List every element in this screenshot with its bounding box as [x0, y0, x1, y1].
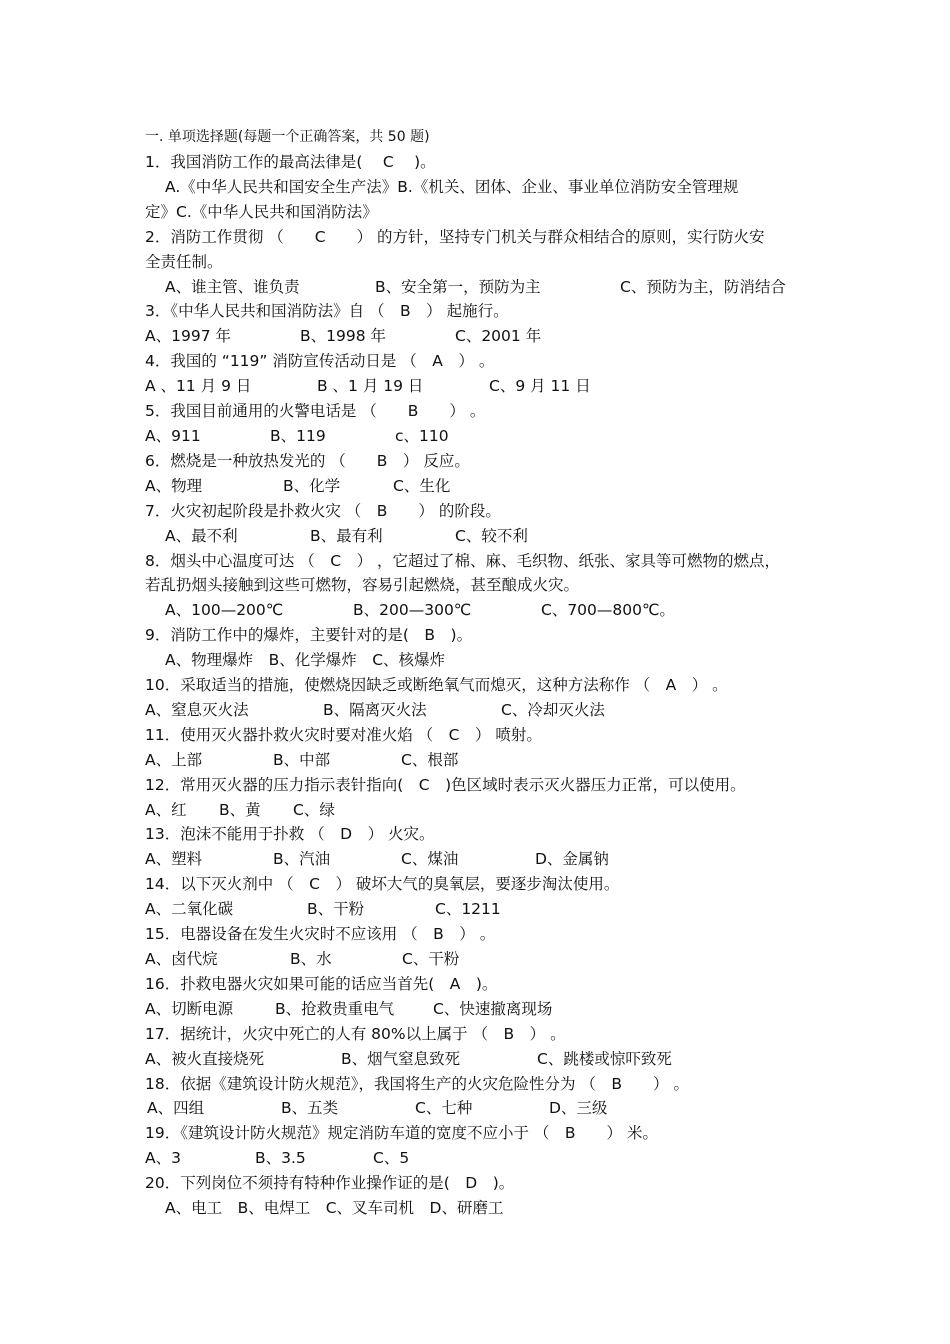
- answer-option: A、窒息灭火法: [145, 700, 249, 719]
- question-line: A、物理爆炸 B、化学爆炸 C、核爆炸: [165, 651, 446, 670]
- section-header: 一. 单项选择题(每题一个正确答案，共 50 题): [145, 129, 430, 145]
- options-line: [145, 897, 815, 922]
- options-line: [145, 947, 815, 972]
- answer-option: B、水: [290, 950, 332, 968]
- answer-option: D、金属钠: [535, 850, 609, 869]
- options-line: [145, 798, 815, 823]
- answer-option: B、隔离灭火法: [323, 700, 427, 719]
- options-line: [145, 847, 815, 872]
- answer-option: C、冷却灭火法: [501, 700, 605, 719]
- question-line: 5．我国目前通用的火警电话是 （ B ） 。: [145, 402, 486, 421]
- answer-option: C、跳楼或惊吓致死: [537, 1049, 672, 1068]
- answer-option: A 、11 月 9 日: [145, 377, 252, 396]
- question-line: 14．以下灭火剂中 （ C ） 破坏大气的臭氧层，要逐步淘汰使用。: [145, 875, 620, 894]
- answer-option: C、700—800℃。: [541, 601, 675, 620]
- answer-option: C、快速撤离现场: [433, 999, 553, 1018]
- question-line: 19．《建筑设计防火规范》规定消防车道的宽度不应小于 （ B ） 米。: [145, 1124, 658, 1143]
- question-line: 13．泡沫不能用于扑救 （ D ） 火灾。: [145, 825, 435, 844]
- options-line: [145, 698, 815, 723]
- options-line: [145, 275, 815, 300]
- question-line: 17．据统计，火灾中死亡的人有 80%以上属于 （ B ） 。: [145, 1024, 566, 1043]
- question-line: 2．消防工作贯彻 （ C ） 的方针，坚持专门机关与群众相结合的原则，实行防火安: [145, 227, 765, 246]
- question-list: [145, 150, 815, 1221]
- question-line: 若乱扔烟头接触到这些可燃物，容易引起燃烧，甚至酿成火灾。: [145, 576, 580, 595]
- question-line: 4．我国的 “119” 消防宣传活动日是 （ A ） 。: [145, 352, 495, 371]
- options-line: [145, 748, 815, 773]
- question-line: 全责任制。: [145, 252, 223, 271]
- answer-option: A、二氧化碳: [145, 900, 234, 919]
- answer-option: A、100—200℃: [165, 601, 284, 620]
- question-line: 9．消防工作中的爆炸，主要针对的是( B )。: [145, 626, 473, 645]
- answer-option: B、最有利: [310, 526, 383, 545]
- answer-option: B、安全第一，预防为主: [375, 277, 541, 296]
- question-line: 16．扑救电器火灾如果可能的话应当首先( A )。: [145, 974, 498, 993]
- answer-option: C、生化: [393, 476, 451, 495]
- options-line: [145, 524, 815, 549]
- question-line: 定》C.《中华人民共和国消防法》: [145, 202, 378, 221]
- answer-option: C、5: [373, 1149, 410, 1168]
- answer-option: C、1211: [435, 900, 501, 919]
- answer-option: A、四组: [147, 1099, 205, 1118]
- answer-option: B、化学: [283, 476, 341, 495]
- answer-option: D、三级: [549, 1099, 608, 1118]
- answer-option: B、119: [270, 426, 326, 445]
- answer-option: C、干粉: [402, 950, 460, 968]
- options-line: [145, 1146, 815, 1171]
- answer-option: B、黄: [219, 800, 261, 819]
- answer-option: B、3.5: [255, 1149, 306, 1168]
- question-line: 7．火灾初起阶段是扑救火灾 （ B ） 的阶段。: [145, 501, 501, 520]
- question-line: 3．《中华人民共和国消防法》自 （ B ） 起施行。: [145, 302, 509, 321]
- question-line: 15．电器设备在发生火灾时不应该用 （ B ） 。: [145, 925, 496, 944]
- answer-option: C、2001 年: [455, 327, 542, 346]
- options-line: [145, 324, 815, 349]
- options-line: [145, 1096, 815, 1121]
- answer-option: B 、1 月 19 日: [317, 377, 424, 396]
- options-line: [145, 598, 815, 623]
- answer-option: A、塑料: [145, 850, 203, 869]
- options-line: [145, 997, 815, 1022]
- answer-option: A、切断电源: [145, 999, 234, 1018]
- answer-option: A、911: [145, 426, 201, 445]
- answer-option: C、预防为主，防消结合: [620, 277, 786, 296]
- question-line: 18．依据《建筑设计防火规范》，我国将生产的火灾危险性分为 （ B ） 。: [145, 1074, 689, 1093]
- answer-option: B、1998 年: [300, 327, 387, 346]
- answer-option: B、干粉: [307, 900, 365, 919]
- answer-option: A、最不利: [165, 526, 238, 545]
- answer-option: B、中部: [273, 750, 331, 769]
- question-line: A.《中华人民共和国安全生产法》B.《机关、团体、企业、事业单位消防安全管理规: [165, 177, 739, 196]
- answer-option: A、物理: [145, 476, 203, 495]
- answer-option: B、烟气窒息致死: [341, 1049, 461, 1068]
- answer-option: A、卤代烷: [145, 950, 218, 968]
- answer-option: C、煤油: [401, 850, 459, 869]
- answer-option: A、谁主管、谁负责: [165, 277, 300, 296]
- answer-option: B、200—300℃: [353, 601, 472, 620]
- answer-option: c、110: [395, 426, 449, 445]
- question-line: 6．燃烧是一种放热发光的 （ B ） 反应。: [145, 451, 470, 470]
- answer-option: A、上部: [145, 750, 203, 769]
- answer-option: C、根部: [401, 750, 459, 769]
- question-line: 1．我国消防工作的最高法律是( C )。: [145, 153, 436, 171]
- answer-option: C、较不利: [455, 526, 528, 545]
- answer-option: B、五类: [281, 1099, 339, 1118]
- answer-option: C、9 月 11 日: [489, 377, 591, 396]
- answer-option: B、抢救贵重电气: [275, 999, 395, 1018]
- options-line: [145, 1047, 815, 1072]
- question-line: 12．常用灭火器的压力指示表针指向( C )色区域时表示灭火器压力正常，可以使用。: [145, 775, 746, 794]
- question-line: 11．使用灭火器扑救火灾时要对准火焰 （ C ） 喷射。: [145, 725, 542, 744]
- question-line: 10．采取适当的措施，使燃烧因缺乏或断绝氧气而熄灭，这种方法称作 （ A ） 。: [145, 676, 728, 695]
- answer-option: A、红: [145, 800, 187, 819]
- options-line: [145, 374, 815, 399]
- options-line: [145, 424, 815, 449]
- answer-option: A、被火直接烧死: [145, 1049, 265, 1068]
- answer-option: B、汽油: [273, 850, 331, 869]
- options-line: [145, 474, 815, 499]
- question-line: 20．下列岗位不须持有特种作业操作证的是( D )。: [145, 1174, 515, 1193]
- answer-option: A、1997 年: [145, 327, 231, 346]
- answer-option: A、3: [145, 1149, 181, 1168]
- answer-option: C、绿: [293, 800, 335, 819]
- answer-option: C、七种: [415, 1099, 473, 1118]
- question-line: A、电工 B、电焊工 C、叉车司机 D、研磨工: [165, 1199, 504, 1218]
- question-line: 8．烟头中心温度可达 （ C ） ，它超过了棉、麻、毛织物、纸张、家具等可燃物的燃点，: [145, 551, 781, 570]
